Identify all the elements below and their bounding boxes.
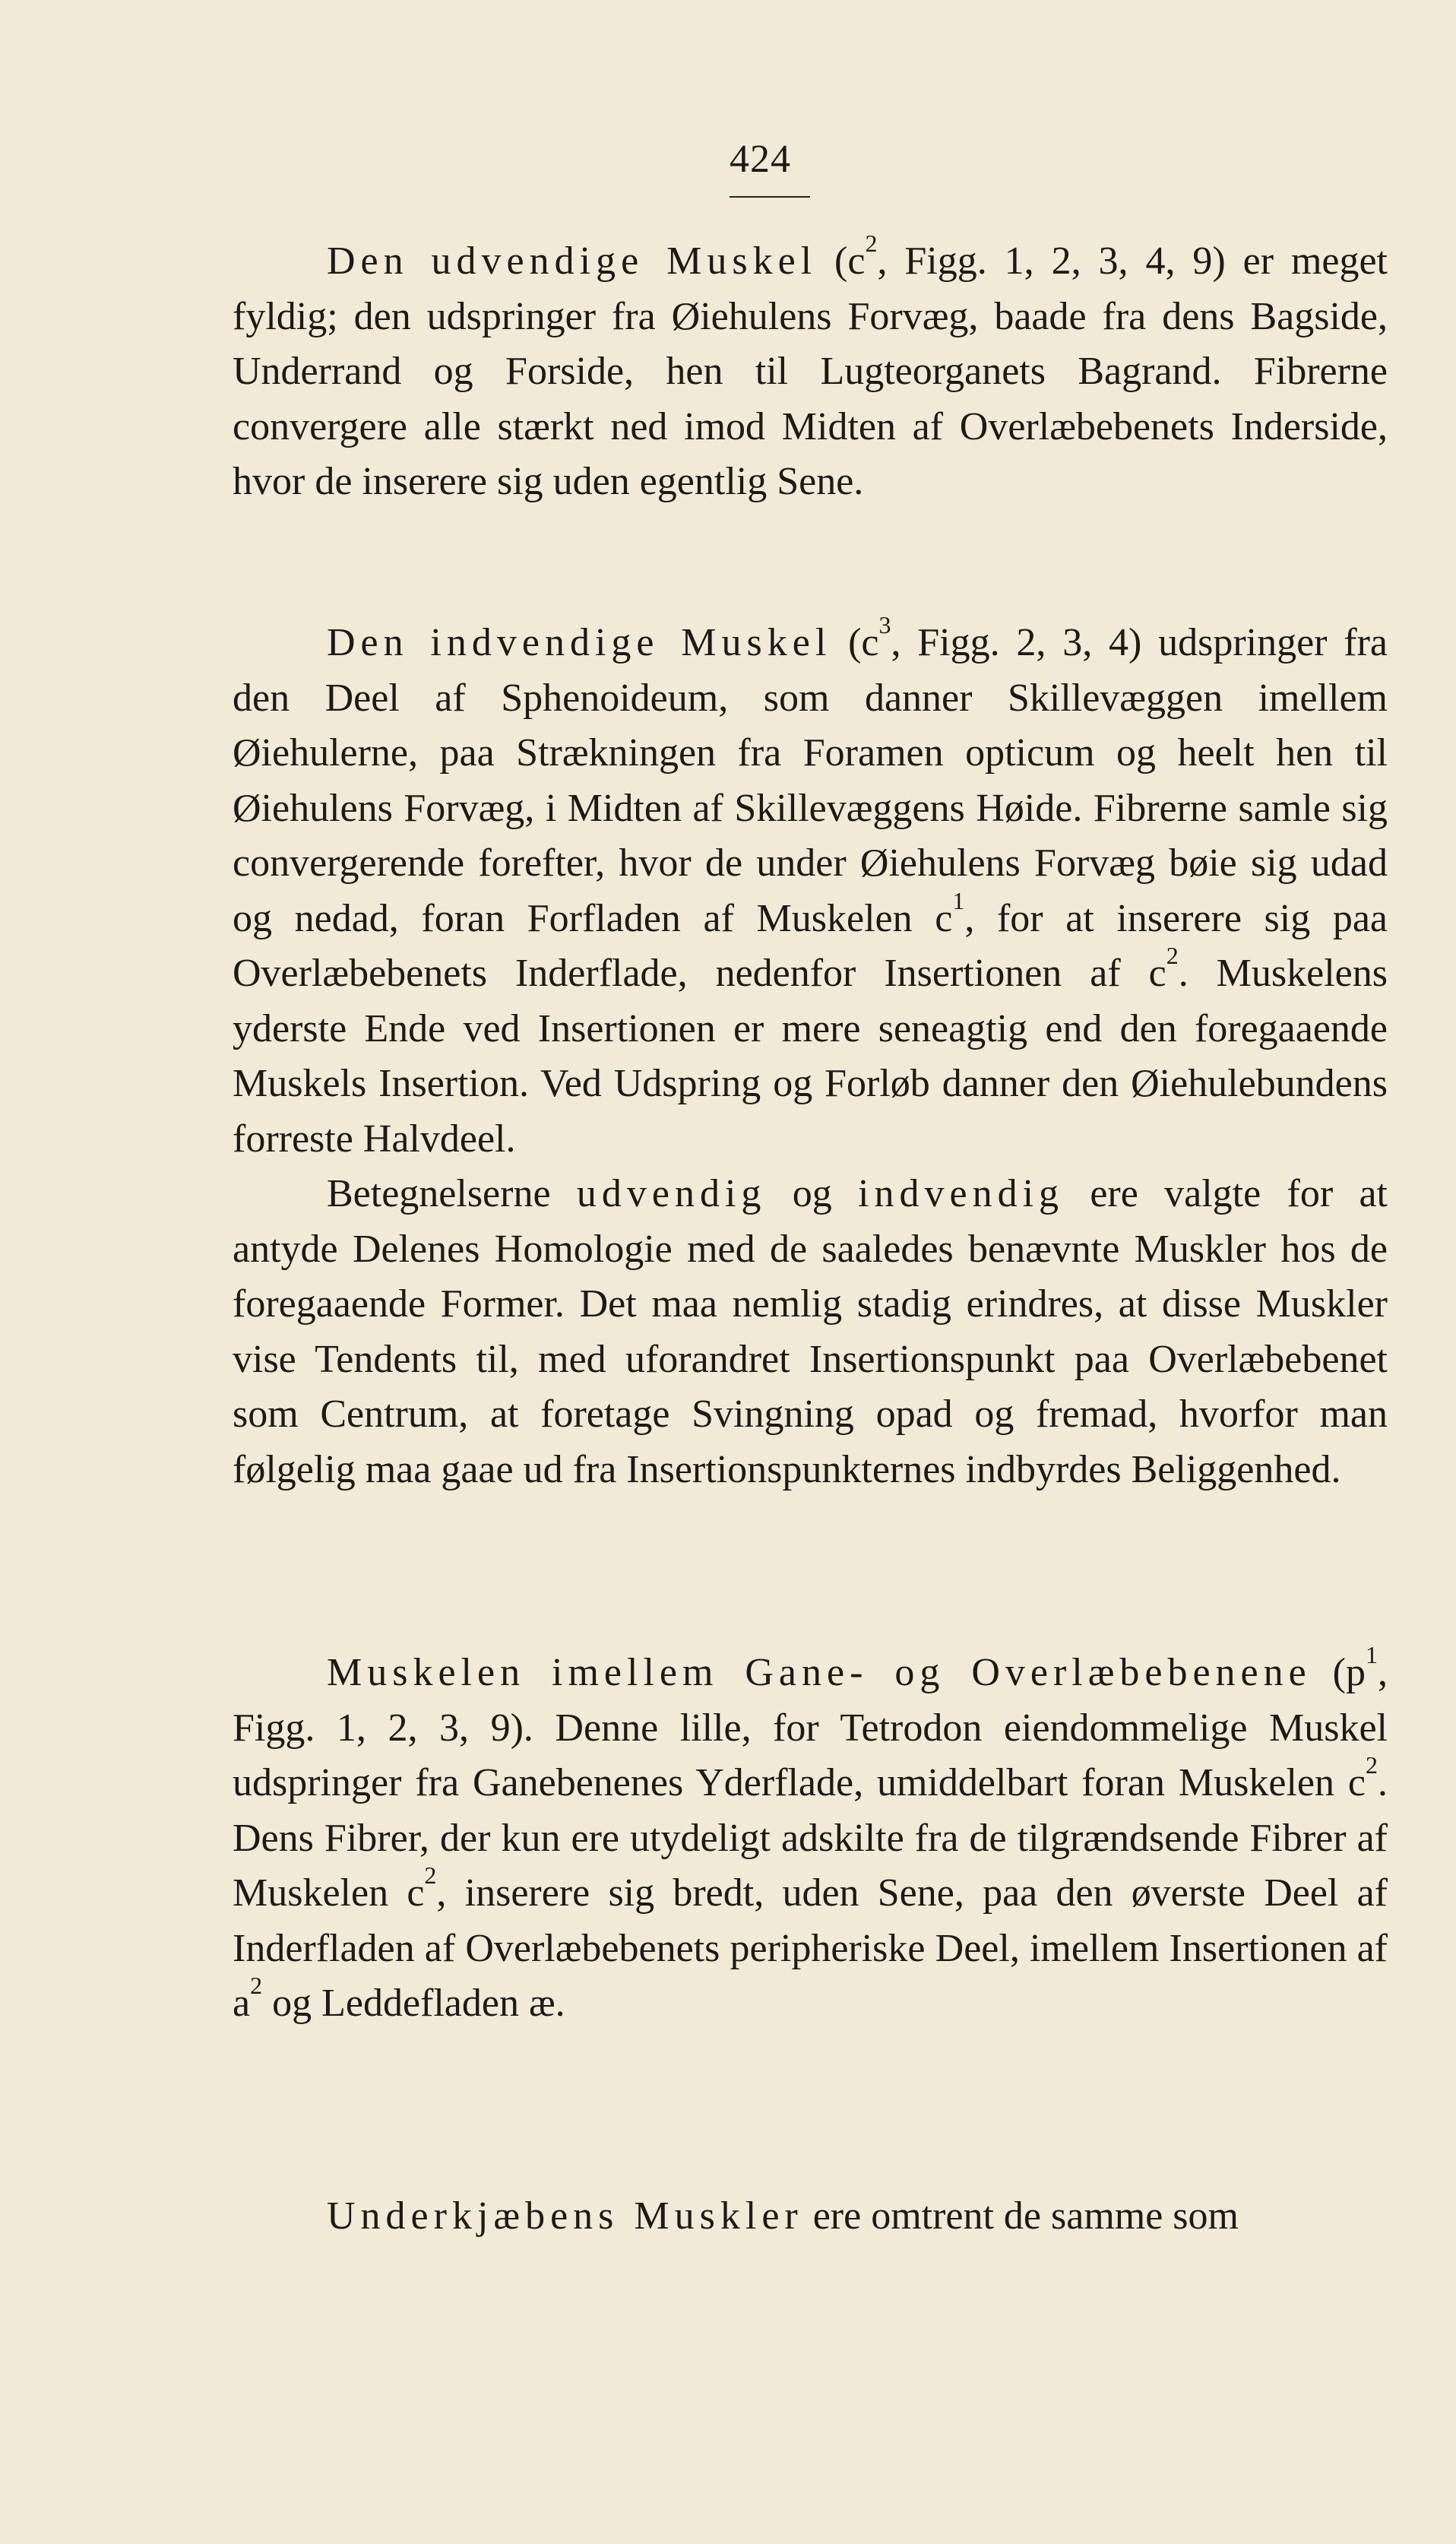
paragraph-part bbox=[233, 611, 1388, 1167]
section-title: Den indvendige Muskel bbox=[327, 621, 832, 664]
text-run: . Dens Fibrer, der kun ere utydeligt adskilte fra de tilgrændsende Fibrer af Muskelen c bbox=[233, 1761, 1388, 1915]
text-run: . Muskelens yderste Ende ved Insertionen er mere seneagtig end den foregaaende Muskels Insertion. Ved Udspring og Forløb danner den Øiehulebundens forreste Halvdeel. bbox=[233, 952, 1388, 1161]
superscript: 2 bbox=[424, 1861, 437, 1890]
text-run: (p bbox=[1311, 1651, 1366, 1694]
text-run: (c bbox=[831, 621, 879, 664]
paragraph-betegnelserne bbox=[233, 1167, 1388, 1497]
text-run: , inserere sig bredt, uden Sene, paa den øverste Deel af Inderfladen af Overlæbebenets peripheriske Deel, imellem Insertionen af a bbox=[233, 1871, 1388, 2025]
section-title: Muskelen imellem Gane- og Overlæbebenene bbox=[327, 1651, 1312, 1694]
text-run: , Figg. 1, 2, 3, 9). Denne lille, for Tetrodon eiendommelige Muskel udspringer fra Ganebenenes Yderflade, umiddelbart foran Muskelen c bbox=[233, 1651, 1388, 1804]
text-run: ere valgte for at antyde Delenes Homologie med de saaledes benævnte Muskler hos de foregaaende Former. Det maa nemlig stadig erindres, at disse Muskler vise Tendents til, med uforandret Insertionspunkt paa Overlæbebenet som Centrum, at foretage Svingning opad og fremad, hvorfor man følgelig maa gaae ud fra Insertionspunkternes indbyrdes Beliggenhed. bbox=[233, 1172, 1388, 1491]
section-title: Underkjæbens Muskler bbox=[327, 2194, 803, 2238]
paragraph-underkjaebens-muskler bbox=[233, 2189, 1388, 2245]
paragraph-gane-overlaebe-muskel bbox=[233, 1641, 1388, 2032]
paragraph-udvendige-muskel bbox=[233, 230, 1388, 510]
superscript: 2 bbox=[1166, 942, 1179, 970]
text-run: og Leddefladen æ. bbox=[262, 1982, 565, 2025]
page-number: 424 bbox=[730, 138, 791, 181]
superscript: 2 bbox=[1366, 1751, 1378, 1779]
emphasis-term: indvendig bbox=[858, 1172, 1065, 1215]
text-run: , Figg. 1, 2, 3, 4, 9) er meget fyldig; den udspringer fra Øiehulens Forvæg, baade fra dens Bagside, Underrand og Forside, hen til Lugteorganets Bagrand. Fibrerne convergere alle stærkt ned imod Midten af Overlæbebenets Inderside, hvor de inserere sig uden egentlig Sene. bbox=[233, 239, 1388, 503]
text-run: , for at inserere sig paa Overlæbebenets Inderflade, nedenfor Insertionen af c bbox=[233, 896, 1388, 995]
text-run: og bbox=[766, 1172, 859, 1215]
page-number-rule bbox=[730, 196, 810, 198]
text-run: Betegnelserne bbox=[327, 1172, 577, 1215]
emphasis-term: udvendig bbox=[576, 1172, 767, 1215]
section-title: Den udvendige Muskel bbox=[327, 239, 818, 283]
superscript: 2 bbox=[865, 230, 878, 258]
superscript: 1 bbox=[1366, 1641, 1378, 1669]
text-run: (c bbox=[817, 239, 866, 283]
text-run: , Figg. 2, 3, 4) udspringer fra den Deel af Sphenoideum, som danner Skillevæggen imellem Øiehulerne, paa Strækningen fra Foramen opticum og heelt hen til Øiehulens Forvæg, i Midten af Skillevæggens Høide. Fibrerne samle sig convergerende forefter, hvor de under Øiehulens Forvæg bøie sig udad og nedad, foran Forfladen af Muskelen c bbox=[233, 621, 1388, 940]
superscript: 1 bbox=[952, 886, 965, 914]
superscript: 2 bbox=[250, 1972, 263, 2000]
superscript: 3 bbox=[878, 611, 891, 639]
paragraph-indvendige-muskel bbox=[233, 611, 1388, 1497]
text-run: ere omtrent de samme som bbox=[802, 2194, 1239, 2238]
